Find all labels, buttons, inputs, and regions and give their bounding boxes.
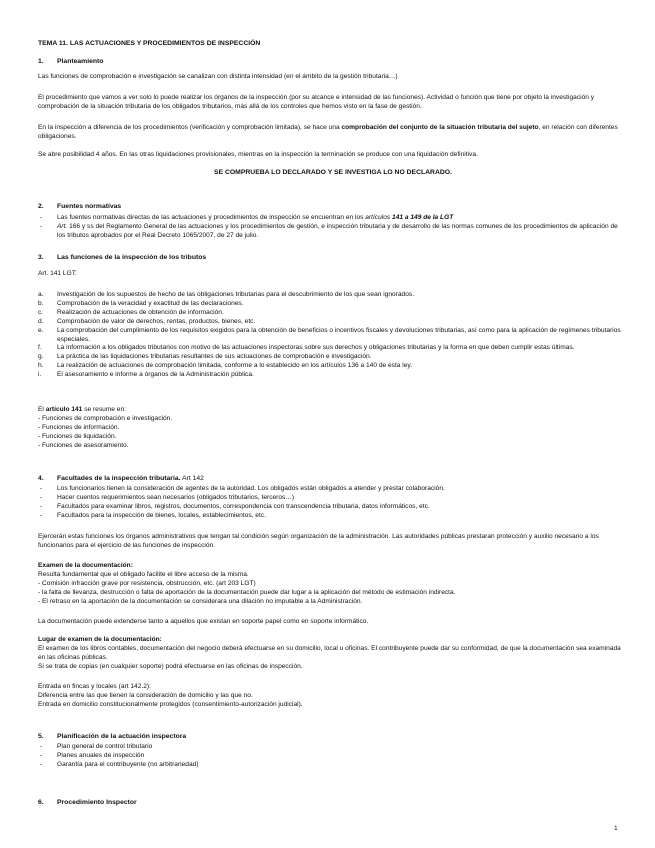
section-5-number: 5. <box>38 733 44 740</box>
s3-item-text: La realización de actuaciones de comprobación limitada, conforme a lo establecido en los artículos 136 a 140 de esta ley. <box>57 362 413 370</box>
s1-paragraph-3 <box>38 124 626 142</box>
s3-art: Art. 141 LGT: <box>38 270 77 277</box>
section-1-number: 1. <box>38 58 44 65</box>
s5-item: - Plan general de control tributario <box>38 743 626 752</box>
s4-exam-block <box>38 571 626 607</box>
s4-exam-line: Resulta fundamental que el obligado facilite el libre acceso de la misma. <box>38 571 249 578</box>
s3-item-letter: d. <box>38 317 44 325</box>
section-5-title: Planificación de la actuación inspectora <box>57 733 187 740</box>
s3-item <box>38 309 626 318</box>
s2-item-1-b: artículos <box>365 214 393 221</box>
s2-item-1-c: 141 a 149 de la LGT <box>392 214 454 221</box>
s3-summary-line: - Funciones de liquidación. <box>38 432 117 440</box>
s2-item-2 <box>38 223 626 241</box>
s3-item <box>38 300 626 309</box>
s3-item <box>38 291 626 300</box>
s4-lugar-paragraph: El examen de los libros contables, documentación del negocio deberá efectuarse en su domicilio, local u oficinas. El contribuyente puede dar su conformidad, de que la documentación sea examinada en las oficinas públicas. <box>38 645 621 661</box>
s1-p3-c: , en relación con diferentes obligaciones. <box>38 124 618 140</box>
s3-summary <box>38 406 626 451</box>
s3-item-text: La práctica de las liquidaciones tributarias resultantes de sus actuaciones de comprobación e investigación. <box>57 353 372 361</box>
s4-lugar-paragraph-2: Si se trata de copias (en cualquier soporte) podrá efectuarse en las oficinas de inspección. <box>38 662 303 670</box>
s4-exam-line: - la falta de llevanza, destrucción o falta de aportación de la documentación puede dar lugar a la aplicación del método de estimación indirecta. <box>38 588 456 596</box>
s3-summary-intro <box>38 406 626 415</box>
s4-paragraph-2: La documentación puede extenderse tanto a aquellos que existan en soporte papel como en soporte informático. <box>38 618 369 625</box>
s1-p3-bold: comprobación del conjunto de la situación tributaria del sujeto <box>341 124 539 131</box>
s4-entrada-line: Diferencia entre las que tienen la consideración de domicilio y las que no. <box>38 691 253 699</box>
s2-item-2-b: 166 y ss del Reglamento General de las actuaciones y los procedimientos de gestión, e inspección tributaria y de desarrollo de las normas comunes de los procedimientos de aplicación de los tributos aprobados por el Real Decreto 1065/2007, de 27 de julio. <box>57 222 618 239</box>
s3-summary-line: - Funciones de asesoramiento. <box>38 441 129 449</box>
section-2-heading <box>38 203 121 212</box>
s4-lugar-heading: Lugar de examen de la documentación: <box>38 636 162 643</box>
section-4-title: Facultades de la inspección tributaria. <box>57 475 181 482</box>
section-1-heading <box>38 58 103 67</box>
section-4-heading <box>38 475 204 484</box>
s3-summary-line: - Funciones de información. <box>38 423 120 431</box>
s3-list <box>38 291 626 380</box>
section-1-title: Planteamiento <box>57 58 104 65</box>
s4-list <box>38 485 626 521</box>
s1-paragraph-1: Las funciones de comprobación e investigación se canalizan con distinta intensidad (en el ámbito de la gestión tributaria…) <box>38 73 398 80</box>
s4-entrada-block <box>38 683 626 710</box>
s3-item-letter: e. <box>38 326 44 334</box>
section-2-title: Fuentes normativas <box>57 203 122 210</box>
s2-list <box>38 214 626 241</box>
s3-item-letter: i. <box>38 371 42 379</box>
s2-item-1 <box>38 214 626 223</box>
s3-sum-a: El <box>38 406 46 413</box>
s4-lugar-block <box>38 645 626 672</box>
section-6-heading <box>38 799 137 808</box>
s3-item <box>38 353 626 362</box>
section-6-title: Procedimiento Inspector <box>57 799 137 806</box>
section-2-number: 2. <box>38 203 44 210</box>
s3-item-text: Realización de actuaciones de obtención de información. <box>57 308 224 316</box>
s4-item: - Facultados para la inspección de bienes, locales, establecimientos, etc. <box>38 512 626 521</box>
section-4-number: 4. <box>38 475 44 482</box>
s3-item-letter: b. <box>38 299 44 307</box>
s3-item <box>38 318 626 327</box>
s3-item <box>38 371 626 380</box>
s3-item-letter: a. <box>38 291 44 298</box>
s3-item-text: Comprobación de la veracidad y exactitud de las declaraciones. <box>57 299 244 307</box>
s4-exam-heading: Examen de la documentación: <box>38 562 133 569</box>
s5-list <box>38 743 626 770</box>
section-3-title: Las funciones de la inspección de los tributos <box>57 254 207 261</box>
s2-item-2-a: Art. <box>57 222 68 230</box>
section-3-heading <box>38 254 206 263</box>
s4-item: - Facultados para examinar libros, registros, documentos, correspondencia con transcendencia tributaria, datos informáticos, etc. <box>38 503 626 512</box>
s3-item-text: Investigación de los supuestos de hecho de las obligaciones tributarias para el descubrimiento de los que sean ignorados. <box>57 291 415 298</box>
s3-item-letter: g. <box>38 353 44 361</box>
s3-item-letter: f. <box>38 344 42 352</box>
s4-exam-line: - Comisión infracción grave por resistencia, obstrucción, etc. (art 203 LGT) <box>38 579 256 587</box>
s4-exam-line: - El retraso en la aportación de la documentación se considerara una dilación no imputable a la Administración. <box>38 597 363 605</box>
s3-item <box>38 327 626 345</box>
s5-item: - Garantía para el contribuyente (no arbitrariedad) <box>38 761 626 770</box>
section-6-number: 6. <box>38 799 44 806</box>
s4-item: - Los funcionarios tienen la consideración de agentes de la autoridad. Los obligados están obligados a atender y prestar colaboración. <box>38 485 626 494</box>
s3-sum-c: se resume en: <box>82 406 126 413</box>
document-title: TEMA 11. LAS ACTUACIONES Y PROCEDIMIENTOS DE INSPECCIÓN <box>38 40 261 47</box>
s3-item-text: Comprobación de valor de derechos, rentas, productos, bienes, etc. <box>57 317 256 325</box>
s3-item-text: La información a los obligados tributarios con motivo de las actuaciones inspectoras sobre sus derechos y obligaciones tributarias y la forma en que deben cumplir estas últimas. <box>57 344 575 352</box>
section-3-number: 3. <box>38 254 44 261</box>
s1-paragraph-2: El procedimiento que vamos a ver solo lo puede realizar los órganos de la inspección (por su alcance e intensidad de las funciones). Actividad o función que tiene por objeto la investigación y comprobación de la situación tributaria de los obligados tributarios, más allá de los controles que hemos visto en la fase de gestión. <box>38 94 595 110</box>
s1-p3-a: En la inspección a diferencia de los procedimientos (verificación y comprobación limitada), se hace una <box>38 124 342 131</box>
s3-item-letter: h. <box>38 362 44 370</box>
s4-exam-heading-text: Examen de la documentación <box>38 562 131 569</box>
s3-item-letter: c. <box>38 308 44 316</box>
s3-item <box>38 362 626 371</box>
s3-sum-b: artículo 141 <box>45 406 83 413</box>
s2-item-1-a: Las fuentes normativas directas de las actuaciones y procedimientos de inspección se encuentran en los <box>57 214 366 221</box>
s1-paragraph-4: Se abre posibilidad 4 años. En las otras liquidaciones provisionales, mientras en la inspección la terminación se produce con una liquidación definitiva. <box>38 151 478 158</box>
page-number: 1 <box>614 825 618 832</box>
s3-item <box>38 344 626 353</box>
s4-entrada-line: Entrada en fincas y locales (art 142.2): <box>38 683 151 690</box>
section-4-art: Art 142 <box>180 475 204 482</box>
s4-paragraph-1: Ejercerán estas funciones los órganos administrativos que tengan tal condición según organización de la administración. Las autoridades públicas prestaran protección y auxilio necesario a los funcionarios para el ejercicio de las funciones de inspección. <box>38 533 599 549</box>
section-5-heading <box>38 733 186 742</box>
s5-item: - Planes anuales de inspección <box>38 752 626 761</box>
s3-item-text: La comprobación del cumplimiento de los requisitos exigidos para la obtención de beneficios o incentivos fiscales y devoluciones tributarias, así como para la aplicación de regímenes tributarios especiales. <box>57 326 621 343</box>
s1-motto: SE COMPRUEBA LO DECLARADO Y SE INVESTIGA LO NO DECLARADO. <box>214 169 452 176</box>
s3-item-text: El asesoramiento e informe a órganos de la Administración pública. <box>57 371 254 379</box>
s4-entrada-line: Entrada en domicilio constitucionalmente protegidos (consentimiento-autorización judicial). <box>38 700 303 708</box>
s4-lugar-heading-text: Lugar de examen de la documentación <box>38 636 160 643</box>
s3-summary-line: - Funciones de comprobación e investigación. <box>38 414 173 422</box>
s4-item: - Hacer cuentos requerimientos sean necesarios (obligados tributarios, terceros…) <box>38 494 626 503</box>
